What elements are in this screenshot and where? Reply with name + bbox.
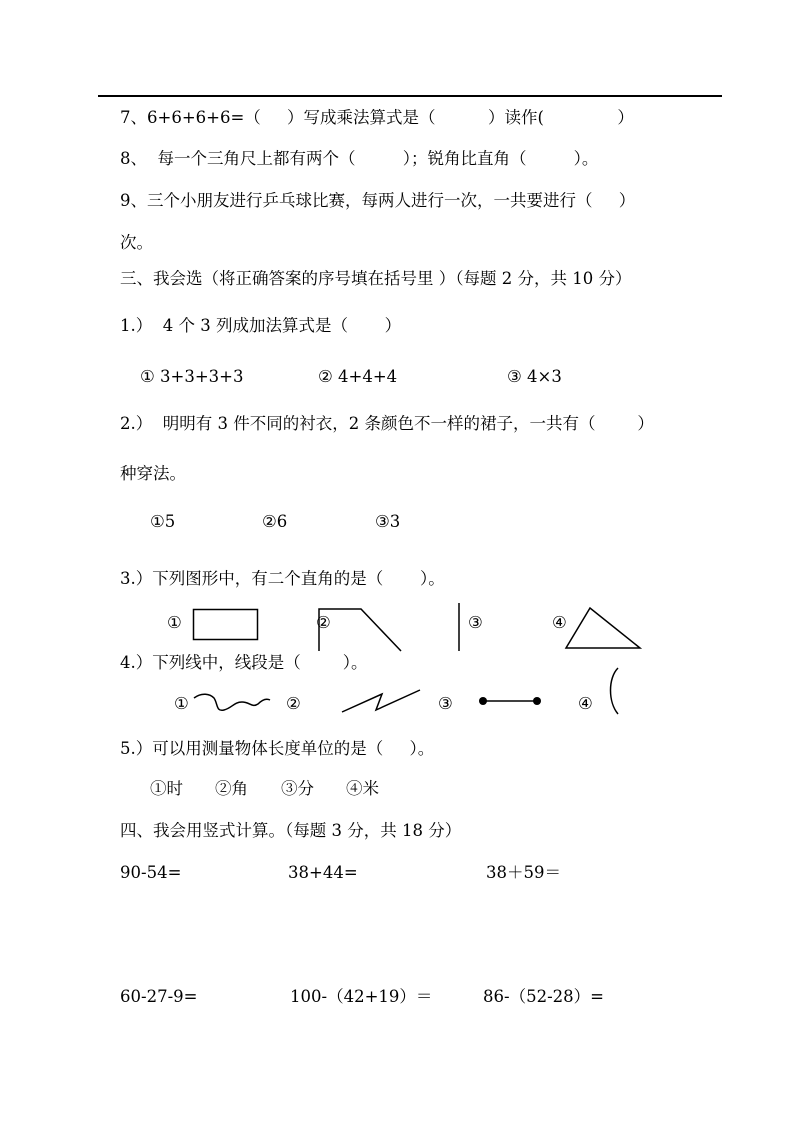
wavy-line-icon (192, 690, 272, 716)
choice-q3: 3.）下列图形中，有二个直角的是（ ）。 (120, 569, 445, 588)
choice-q1-option-3: ③ 4×3 (507, 367, 562, 386)
arc-icon (606, 666, 620, 716)
calc-problem: 86-（52-28）= (483, 987, 604, 1006)
choice-q4-marker-2: ② (286, 694, 301, 713)
choice-q4-marker-4: ④ (578, 694, 593, 713)
choice-q5-option-3: ③分 (281, 779, 314, 798)
choice-q4-marker-3: ③ (438, 694, 453, 713)
choice-q5-option-2: ②角 (215, 779, 248, 798)
top-rule (98, 95, 722, 97)
triangle-icon (562, 605, 644, 651)
question-9-continued: 次。 (120, 233, 153, 252)
choice-q5: 5.）可以用测量物体长度单位的是（ ）。 (120, 739, 435, 758)
choice-q2: 2.） 明明有 3 件不同的衬衣，2 条颜色不一样的裙子，一共有（ ） (120, 414, 654, 433)
choice-q4-marker-1: ① (174, 694, 189, 713)
calc-problem: 90-54= (120, 863, 182, 882)
rectangle-icon (192, 608, 260, 642)
choice-q5-option-1: ①时 (150, 779, 183, 798)
question-9: 9、三个小朋友进行乒乓球比赛，每两人进行一次，一共要进行（ ） (120, 191, 636, 210)
choice-q5-option-4: ④米 (346, 779, 379, 798)
choice-q3-marker-4: ④ (552, 613, 567, 632)
choice-q2-option-3: ③3 (375, 512, 401, 531)
angled-corner-icon (315, 605, 405, 653)
section-3-heading: 三、我会选（将正确答案的序号填在括号里 ）（每题 2 分，共 10 分） (120, 269, 632, 288)
calc-problem: 100-（42+19）＝ (290, 987, 433, 1006)
choice-q3-marker-1: ① (167, 613, 182, 632)
zigzag-line-icon (340, 688, 422, 716)
choice-q1: 1.） 4 个 3 列成加法算式是（ ） (120, 316, 402, 335)
calc-problem: 60-27-9= (120, 987, 198, 1006)
choice-q2-option-1: ①5 (150, 512, 176, 531)
choice-q3-marker-2: ② (316, 613, 331, 632)
choice-q4: 4.）下列线中，线段是（ ）。 (120, 653, 368, 672)
choice-q1-option-1: ① 3+3+3+3 (140, 367, 244, 386)
calc-problem: 38＋59＝ (486, 863, 561, 882)
question-8: 8、 每一个三角尺上都有两个（ ）；锐角比直角（ ）。 (120, 149, 599, 168)
section-4-heading: 四、我会用竖式计算。（每题 3 分，共 18 分） (120, 821, 462, 840)
choice-q2-continued: 种穿法。 (120, 464, 186, 483)
choice-q3-marker-3: ③ (468, 613, 483, 632)
calc-problem: 38+44= (288, 863, 358, 882)
vertical-line-icon (456, 602, 462, 652)
choice-q1-option-2: ② 4+4+4 (318, 367, 398, 386)
question-7: 7、6+6+6+6=（ ）写成乘法算式是（ ）读作( ） (120, 108, 634, 127)
line-segment-icon (476, 693, 544, 709)
choice-q2-option-2: ②6 (262, 512, 288, 531)
